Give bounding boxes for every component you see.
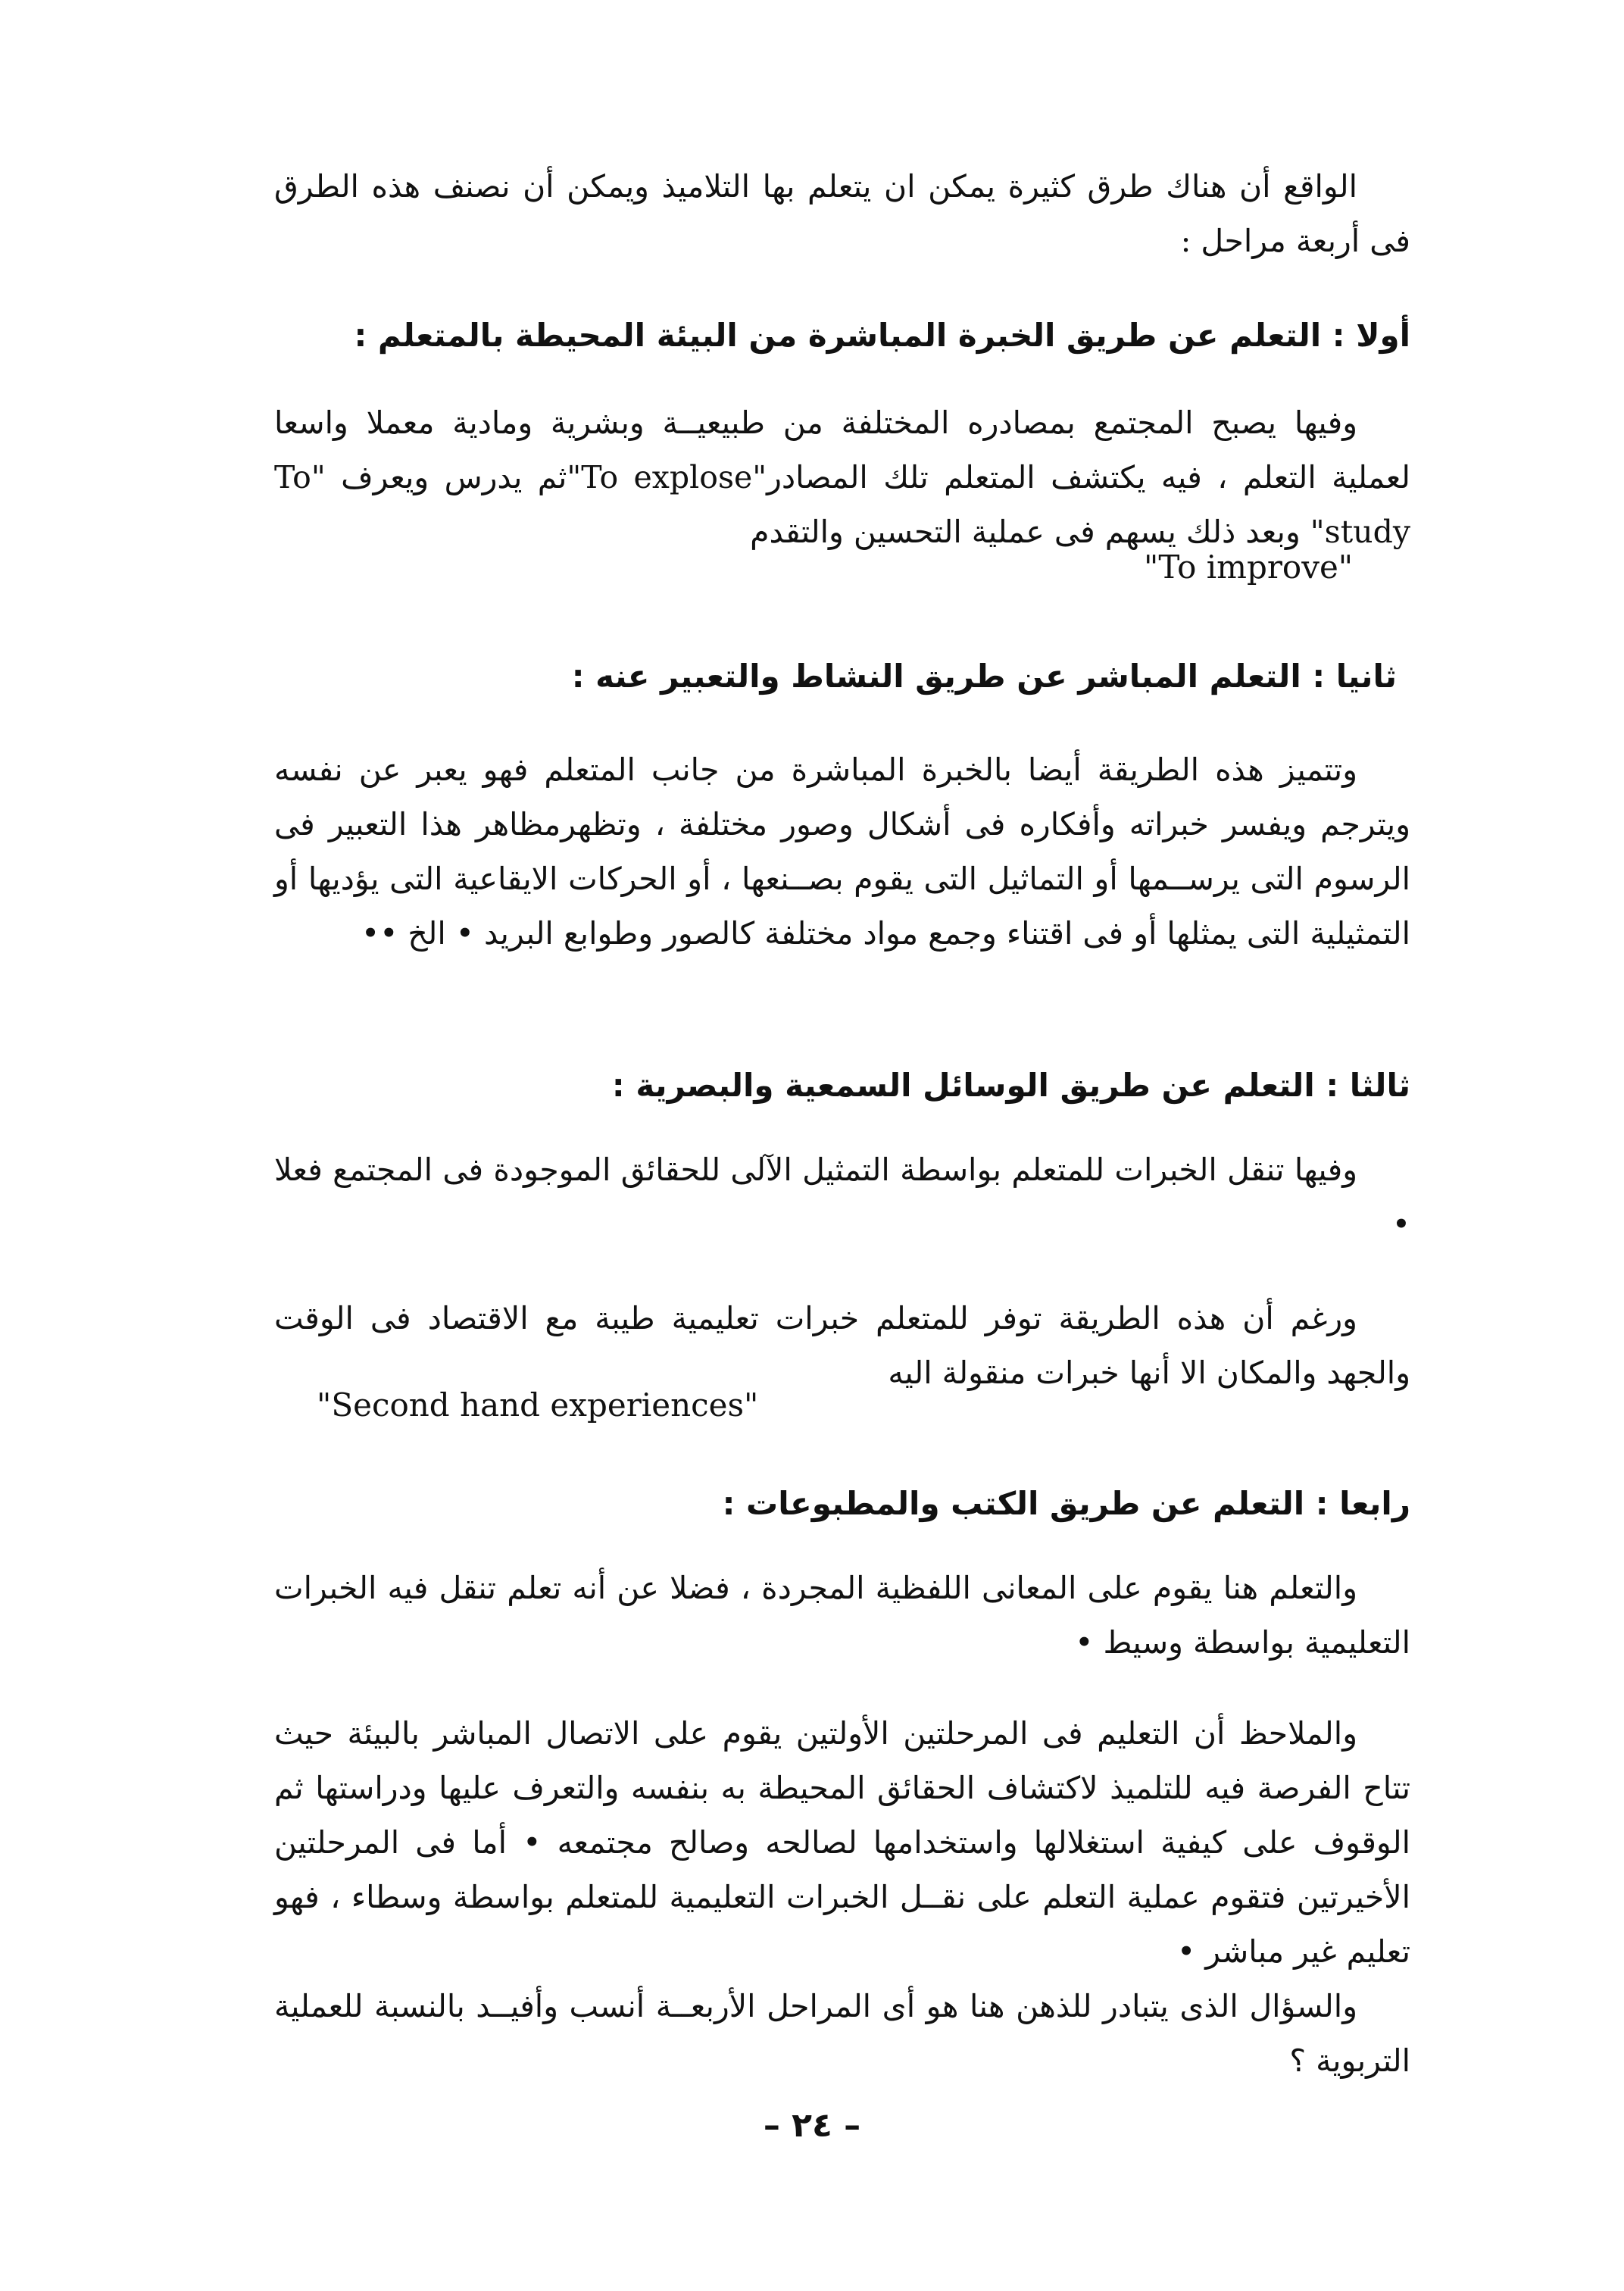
section-1-heading: أولا : التعلم عن طريق الخبرة المباشرة من البيئة المحيطة بالمتعلم : [354, 317, 1410, 354]
section-1-body: وفيها يصبح المجتمع بمصادره المختلفة من طبيعيــة وبشرية ومادية معملا واسعا لعملية التعلم ، فيه يكتشف المتعلم تلك المصادر"To explose"ثم يدرس ويعرف "To study" وبعد ذلك يسهم فى عملية التحسين والتقدم [274, 405, 1410, 550]
section-4-body: والتعلم هنا يقوم على المعانى اللفظية المجردة ، فضلا عن أنه تعلم تنقل فيه الخبرات التعليمية بواسطة وسيط • [274, 1570, 1410, 1661]
section-3-body-2: ورغم أن هذه الطريقة توفر للمتعلم خبرات تعليمية طيبة مع الاقتصاد فى الوقت والجهد والمكان الا أنها خبرات منقولة اليه [274, 1300, 1410, 1391]
section-3-english-term: "Second hand experiences" [317, 1386, 759, 1424]
intro-paragraph: الواقع أن هناك طرق كثيرة يمكن ان يتعلم بها التلاميذ ويمكن أن نصنف هذه الطرق فى أربعة مراحل : [274, 168, 1410, 259]
section-4-heading: رابعا : التعلم عن طريق الكتب والمطبوعات : [722, 1485, 1410, 1522]
page-number: – ٢٤ – [763, 2106, 861, 2145]
section-3-heading: ثالثا : التعلم عن طريق الوسائل السمعية والبصرية : [611, 1067, 1410, 1104]
section-1-english-term: "To improve" [1144, 549, 1354, 586]
conclusion-paragraph: والملاحظ أن التعليم فى المرحلتين الأولتين يقوم على الاتصال المباشر بالبيئة حيث تتاح الفرصة فيه للتلميذ لاكتشاف الحقائق المحيطة به بنفسه والتعرف عليها ودراستها ثم الوقوف على كيفية استغلالها واستخدامها لصالحه وصالح مجتمعه • أما فى المرحلتين الأخيرتين فتقوم عملية التعلم على نقــل الخبرات التعليمية للمتعلم بواسطة وسطاء ، فهو تعليم غير مباشر • [274, 1715, 1410, 1970]
section-2-body: وتتميز هذه الطريقة أيضا بالخبرة المباشرة من جانب المتعلم فهو يعبر عن نفسه ويترجم ويفسر خبراته وأفكاره فى أشكال وصور مختلفة ، وتظهرمظاهر هذا التعبير فى الرسوم التى يرســمها أو التماثيل التى يقوم بصــنعها ، أو الحركات الايقاعية التى يؤديها أو التمثيلية التى يمثلها أو فى اقتناء وجمع مواد مختلفة كالصور وطوابع البريد • الخ •• [274, 752, 1410, 952]
section-2-heading: ثانيا : التعلم المباشر عن طريق النشاط والتعبير عنه : [571, 658, 1397, 695]
section-3-body: وفيها تنقل الخبرات للمتعلم بواسطة التمثيل الآلى للحقائق الموجودة فى المجتمع فعلا • [274, 1152, 1410, 1242]
question-paragraph: والسؤال الذى يتبادر للذهن هنا هو أى المراحل الأربعــة أنسب وأفيــد بالنسبة للعملية التربوية ؟ [274, 1988, 1410, 2079]
